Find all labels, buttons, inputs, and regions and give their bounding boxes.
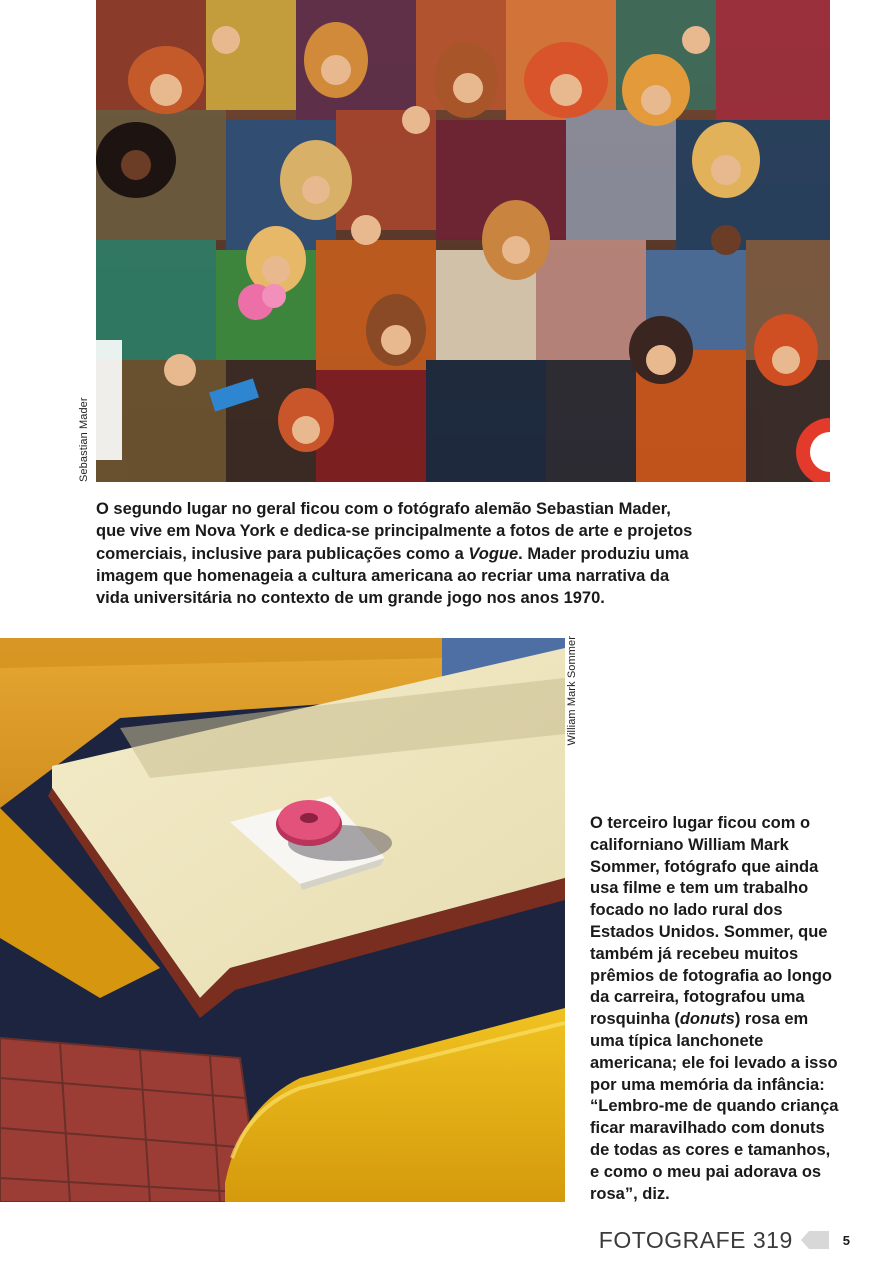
caption-third-place-emphasis: donuts	[679, 1010, 735, 1029]
caption-second-place-emphasis: Vogue	[468, 544, 519, 563]
caption-second-place-text-a: O segundo lugar no geral ficou com o fotógrafo alemão Sebastian Mader, que vive em Nova York e dedica-se principalmente a fotos de arte e projetos comerciais, inclusive para publicações como a	[96, 500, 693, 563]
page-footer	[599, 1226, 850, 1254]
donut-photo	[0, 638, 565, 1202]
crowd-photo-illustration	[96, 0, 830, 482]
caption-second-place	[96, 498, 696, 609]
caption-third-place	[590, 813, 840, 1205]
caption-second-place-text-b: . Mader produziu uma imagem que homenageia a cultura americana ao recriar uma narrativa da vida universitária no contexto de um grande jogo nos anos 1970.	[96, 544, 689, 608]
chevron-left-icon	[801, 1231, 829, 1249]
page-number: 5	[842, 1232, 850, 1248]
caption-third-place-text-b: ) rosa em uma típica lanchonete americana; ele foi levado a isso por uma memória da infância: “Lembro-me de quando criança ficar maravilhado com donuts de todas as cores e tamanhos, e como o meu pai adorava os rosa”, diz.	[590, 1010, 839, 1203]
donut-photo-illustration	[0, 638, 565, 1202]
caption-third-place-text-a: O terceiro lugar ficou com o californiano William Mark Sommer, fotógrafo que ainda usa filme e tem um trabalho focado no lado rural dos Estados Unidos. Sommer, que também já recebeu muitos prêmios de fotografia ao longo da carreira, fotografou uma rosquinha (	[590, 814, 833, 1029]
crowd-photo	[96, 0, 830, 482]
magazine-name: FOTOGRAFE 319	[598, 1226, 793, 1253]
photo-credit-sebastian-mader: Sebastian Mader	[78, 397, 90, 482]
photo-credit-william-mark-sommer: William Mark Sommer	[566, 636, 578, 746]
